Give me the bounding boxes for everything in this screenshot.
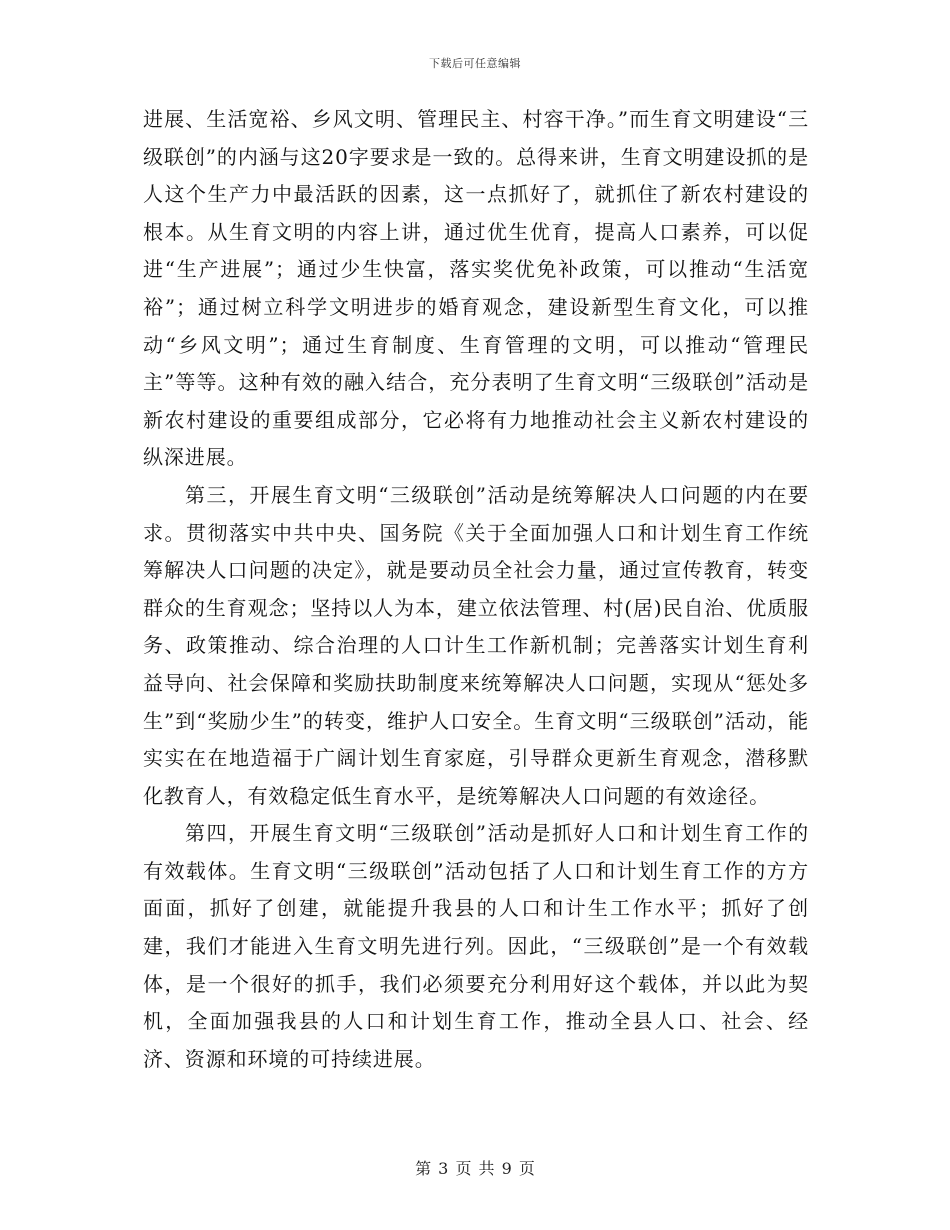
paragraph-continuation: 进展、生活宽裕、乡风文明、管理民主、村容干净。”而生育文明建设“三级联创”的内涵与这20字要求是一致的。总得来讲，生育文明建设抓的是人这个生产力中最活跃的因素，这一点抓好了，就抓住了新农村建设的根本。从生育文明的内容上讲，通过优生优育，提高人口素养，可以促进“生产进展”；通过少生快富，落实奖优免补政策，可以推动“生活宽裕”；通过树立科学文明进步的婚育观念，建设新型生育文化，可以推动“乡风文明”；通过生育制度、生育管理的文明，可以推动“管理民主”等等。这种有效的融入结合，充分表明了生育文明“三级联创”活动是新农村建设的重要组成部分，它必将有力地推动社会主义新农村建设的纵深进展。 [143, 107, 809, 470]
page-number-footer: 第 3 页 共 9 页 [415, 1159, 535, 1178]
paragraph-fourth-point: 第四，开展生育文明“三级联创”活动是抓好人口和计划生育工作的有效载体。生育文明“三级联创”活动包括了人口和计划生育工作的方方面面，抓好了创建，就能提升我县的人口和计生工作水平；抓好了创建，我们才能进入生育文明先进行列。因此，“三级联创”是一个有效载体，是一个很好的抓手，我们必须要充分利用好这个载体，并以此为契机，全面加强我县的人口和计划生育工作，推动全县人口、社会、经济、资源和环境的可持续进展。 [143, 821, 809, 1071]
page-header: 下载后可任意编辑 [429, 57, 521, 70]
document-body [143, 101, 809, 1078]
paragraph-third-point: 第三，开展生育文明“三级联创”活动是统筹解决人口问题的内在要求。贯彻落实中共中央、国务院《关于全面加强人口和计划生育工作统筹解决人口问题的决定》，就是要动员全社会力量，通过宣传教育，转变群众的生育观念；坚持以人为本，建立依法管理、村(居)民自治、优质服务、政策推动、综合治理的人口计生工作新机制；完善落实计划生育利益导向、社会保障和奖励扶助制度来统筹解决人口问题，实现从“惩处多生”到“奖励少生”的转变，维护人口安全。生育文明“三级联创”活动，能实实在在地造福于广阔计划生育家庭，引导群众更新生育观念，潜移默化教育人，有效稳定低生育水平，是统筹解决人口问题的有效途径。 [143, 482, 809, 808]
